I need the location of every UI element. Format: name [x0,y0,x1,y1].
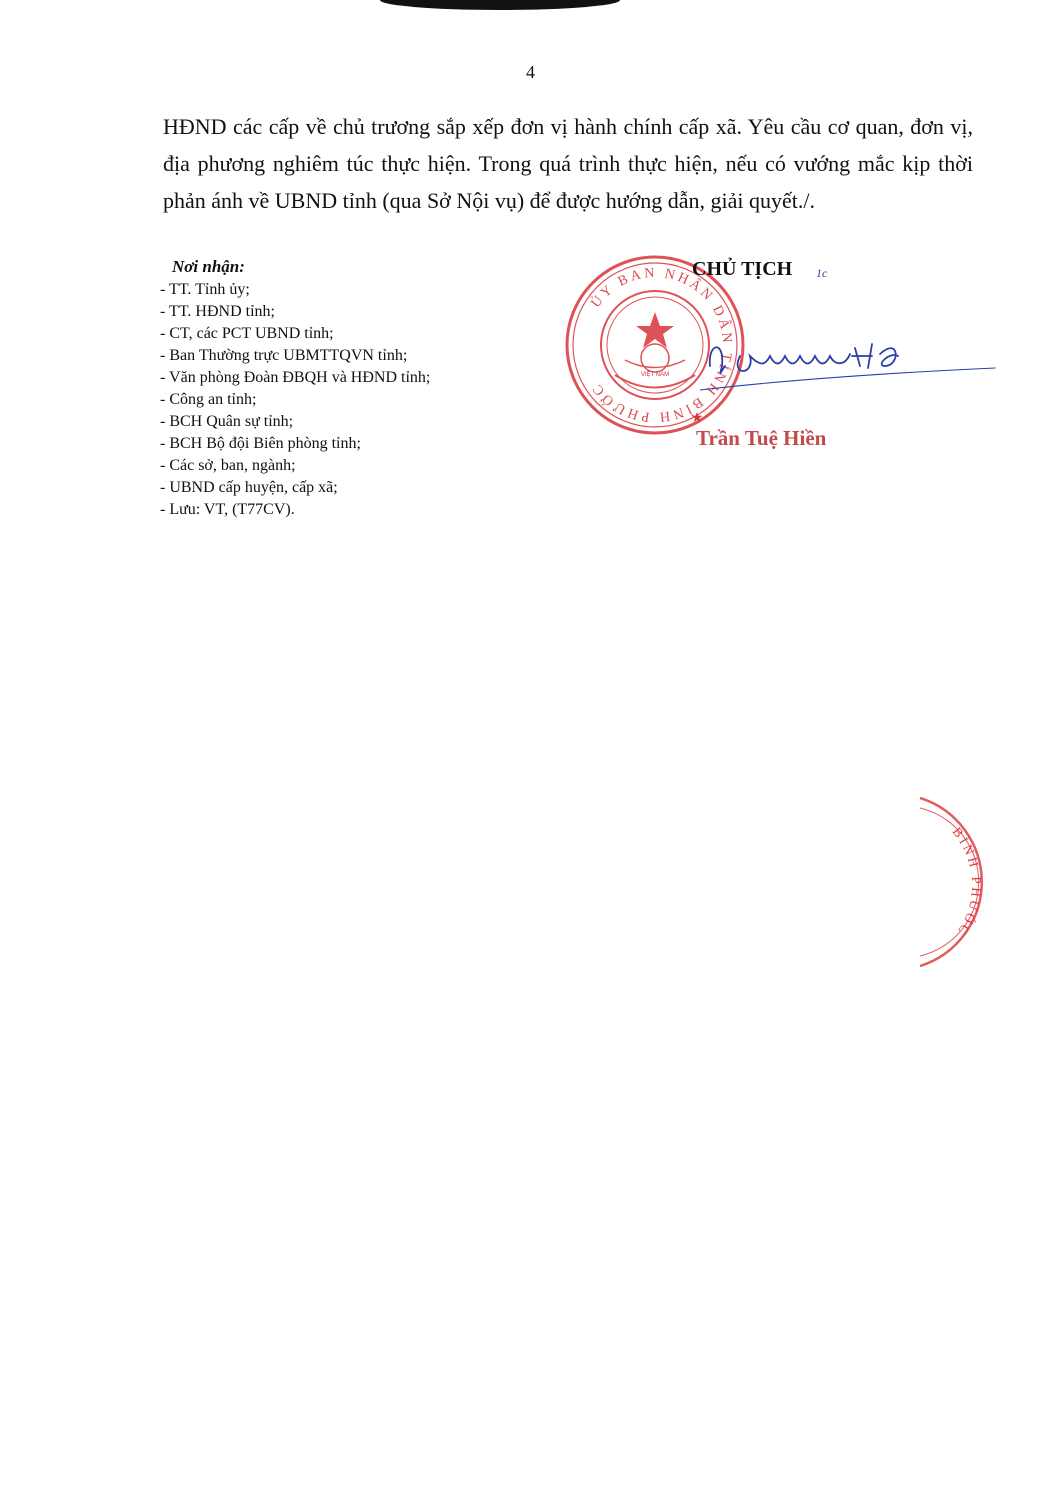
recipient-item: - Lưu: VT, (T77CV). [160,499,560,521]
title-initial-mark: 1c [816,266,828,280]
svg-text:VIỆT NAM: VIỆT NAM [640,372,670,378]
recipients-heading: Nơi nhận: [172,257,245,276]
recipients-list [160,256,560,521]
signer-title: CHỦ TỊCH [692,258,793,280]
recipient-item: - BCH Bộ đội Biên phòng tỉnh; [160,433,560,455]
recipient-item: - TT. HĐND tỉnh; [160,301,560,323]
recipient-item: - UBND cấp huyện, cấp xã; [160,477,560,499]
scan-edge-mark [380,0,620,10]
recipient-item: - Ban Thường trực UBMTTQVN tỉnh; [160,345,560,367]
signer-name: Trần Tuệ Hiền [696,426,827,450]
signature-block [560,250,980,470]
svg-text:ỦY BAN NHÂN DÂN TỈNH BÌNH PHƯỚ: ỦY BAN NHÂN DÂN TỈNH BÌNH PHƯỚC [588,265,735,425]
page-number: 4 [526,62,535,82]
svg-text:★: ★ [690,411,704,426]
body-paragraph: HĐND các cấp về chủ trương sắp xếp đơn vị hành chính cấp xã. Yêu cầu cơ quan, đơn vị, địa phương nghiêm túc thực hiện. Trong quá trình thực hiện, nếu có vướng mắc kịp thời phản ánh về UBND tỉnh (qua Sở Nội vụ) để được hướng dẫn, giải quyết./. [163,114,973,213]
recipient-item: - Văn phòng Đoàn ĐBQH và HĐND tỉnh; [160,367,560,389]
recipient-item: - CT, các PCT UBND tỉnh; [160,323,560,345]
recipient-item: - Các sở, ban, ngành; [160,455,560,477]
page-edge-seal [920,790,1010,970]
recipient-item: - Công an tỉnh; [160,389,560,411]
handwritten-signature [700,326,1000,406]
svg-text:BÌNH PHƯỚC: BÌNH PHƯỚC [949,824,985,940]
recipient-item: - TT. Tỉnh ủy; [160,279,560,301]
recipient-item: - BCH Quân sự tỉnh; [160,411,560,433]
